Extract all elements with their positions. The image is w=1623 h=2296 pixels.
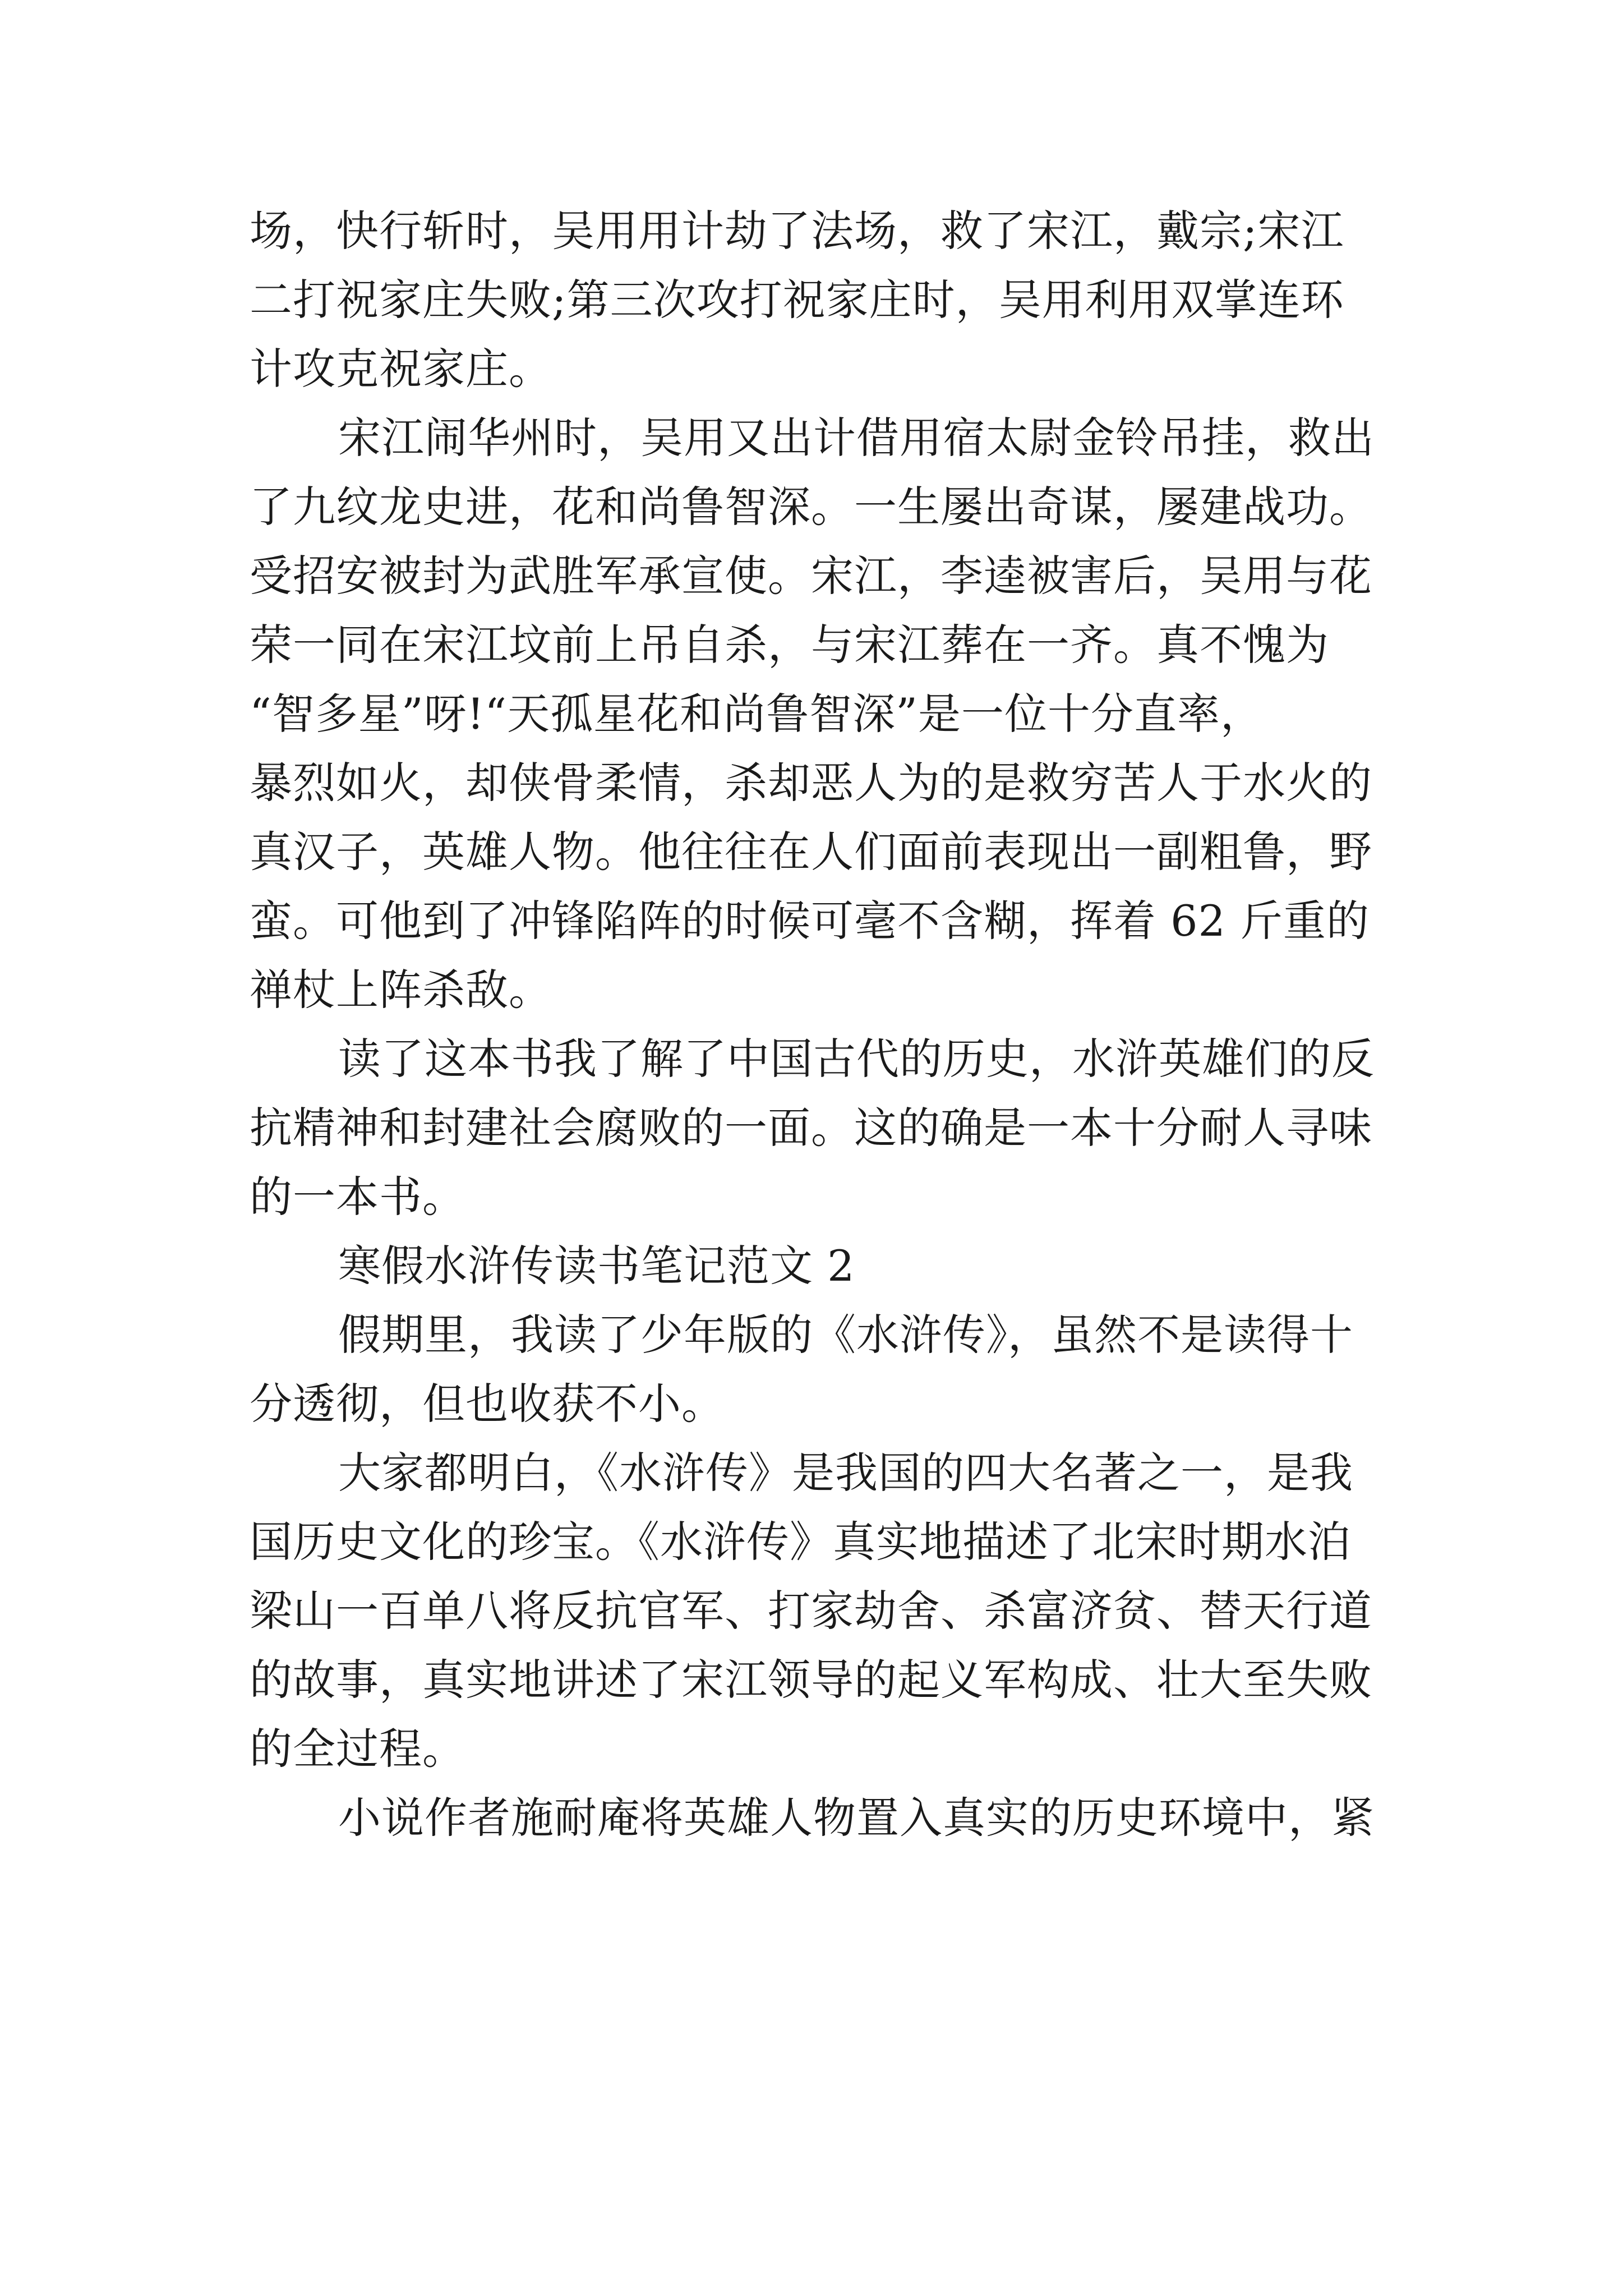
paragraph-first-line: 读了这本书我了解了中国古代的历史，水浒英雄们的反 xyxy=(338,1034,1375,1084)
text-line: 真汉子，英雄人物。他往往在人们面前表现出一副粗鲁，野 xyxy=(250,827,1372,877)
text-line: 的一本书。 xyxy=(250,1172,465,1222)
paragraph-first-line: 宋江闹华州时，吴用又出计借用宿太尉金铃吊挂，救出 xyxy=(338,413,1375,463)
paragraph-first-line: 小说作者施耐庵将英雄人物置入真实的历史环境中，紧 xyxy=(338,1793,1375,1843)
text-line: 梁山一百单八将反抗官军、打家劫舍、杀富济贫、替天行道 xyxy=(250,1586,1372,1636)
text-line: 国历史文化的珍宝。《水浒传》真实地描述了北宋时期水泊 xyxy=(250,1517,1351,1567)
text-line: 分透彻，但也收获不小。 xyxy=(250,1379,725,1429)
text-line: 的故事，真实地讲述了宋江领导的起义军构成、壮大至失败 xyxy=(250,1655,1372,1705)
section-heading: 寒假水浒传读书笔记范文 2 xyxy=(338,1241,855,1291)
paragraph-first-line: 假期里，我读了少年版的《水浒传》，虽然不是读得十 xyxy=(338,1310,1353,1360)
text-line: “智多星”呀!“天孤星花和尚鲁智深”是一位十分直率， xyxy=(250,689,1264,739)
text-line: 抗精神和封建社会腐败的一面。这的确是一本十分耐人寻味 xyxy=(250,1103,1372,1153)
text-line: 蛮。可他到了冲锋陷阵的时候可毫不含糊，挥着 62 斤重的 xyxy=(250,896,1370,946)
text-line: 了九纹龙史进，花和尚鲁智深。一生屡出奇谋，屡建战功。 xyxy=(250,482,1372,532)
text-line: 的全过程。 xyxy=(250,1724,465,1774)
text-line: 计攻克祝家庄。 xyxy=(250,344,552,394)
text-line: 受招安被封为武胜军承宣使。宋江，李逵被害后，吴用与花 xyxy=(250,551,1372,601)
document-body xyxy=(250,196,1394,1852)
text-line: 荣一同在宋江坟前上吊自杀，与宋江葬在一齐。真不愧为 xyxy=(250,620,1329,670)
text-line: 禅杖上阵杀敌。 xyxy=(250,965,552,1015)
paragraph-first-line: 大家都明白，《水浒传》是我国的四大名著之一，是我 xyxy=(338,1448,1353,1498)
text-line: 场，快行斩时，吴用用计劫了法场，救了宋江，戴宗;宋江 xyxy=(250,206,1344,256)
text-line: 二打祝家庄失败;第三次攻打祝家庄时，吴用利用双掌连环 xyxy=(250,275,1344,325)
text-line: 暴烈如火，却侠骨柔情，杀却恶人为的是救穷苦人于水火的 xyxy=(250,758,1372,808)
